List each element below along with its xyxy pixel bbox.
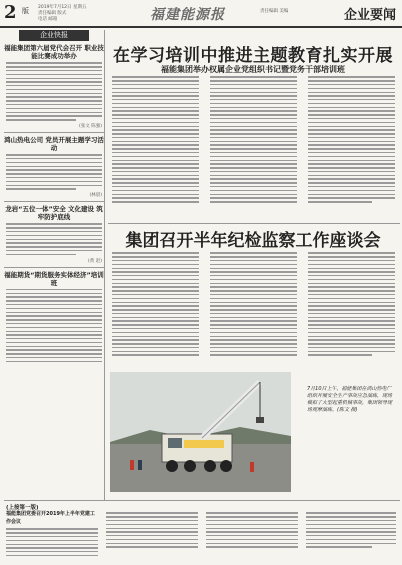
article-body-2 — [110, 250, 398, 370]
masthead: 福建能源报 — [150, 7, 225, 23]
crane-photo-illustration — [110, 372, 291, 492]
bottom-continued-tag: (上接第一版) — [6, 505, 39, 511]
page-header — [0, 0, 402, 28]
section-divider — [108, 223, 400, 224]
meta-line: 责任编辑 版式 — [38, 11, 67, 16]
page-number: 2 — [4, 2, 17, 23]
article-column — [208, 74, 299, 222]
sidebar-source: (林晨) — [89, 193, 102, 199]
article-column — [110, 250, 201, 370]
headline-subtitle: 福能集团举办权属企业党组织书记暨党务干部培训班 — [161, 65, 345, 74]
news-photo-crane — [110, 372, 291, 492]
bottom-column — [204, 510, 300, 562]
bottom-article — [4, 500, 400, 563]
article-column — [110, 74, 201, 222]
header-meta — [38, 5, 86, 23]
meta-line: 2019年7月12日 星期五 — [38, 5, 87, 10]
sidebar-headline: 福能期货“期货服务实体经济”培训班 — [4, 270, 104, 287]
photo-caption-box — [295, 372, 398, 492]
right-meta: 责任编辑 美编 — [260, 9, 289, 14]
article-column — [306, 250, 397, 370]
bottom-column — [304, 510, 398, 562]
sidebar-tag: 企业快报 — [19, 30, 89, 41]
article-body-1 — [110, 74, 398, 222]
article-column — [208, 250, 299, 370]
headline-secondary: 集团召开半年纪检监察工作座谈会 — [125, 231, 381, 251]
bottom-headline: 福能集团党委召开2019年上半年党建工作会议 — [6, 511, 95, 525]
bottom-column — [104, 510, 200, 562]
meta-line: 电话 邮箱 — [38, 17, 58, 22]
sidebar-headline: 龙岩“五位一体”安全 文化建设 筑牢防护底线 — [5, 205, 103, 222]
left-sidebar — [4, 30, 105, 500]
sidebar-headline: 福能集团第六届党代会召开 职业技能比赛成功举办 — [4, 44, 104, 60]
page-badge: 版 — [22, 7, 29, 15]
sidebar-source: (张文 陈强) — [79, 123, 102, 129]
section-title: 企业要闻 — [343, 8, 396, 23]
article-column — [306, 74, 397, 222]
sidebar-source: (黄 赵) — [88, 258, 102, 264]
bottom-column — [4, 510, 100, 562]
photo-caption: 7月10日上午，福能集团在鸿山热电厂组织开展安全生产事故应急演练，现场模拟了大型起重机械事故，集团领导现场观摩演练。(陈文 摄) — [307, 386, 393, 413]
headline-primary: 在学习培训中推进主题教育扎实开展 — [113, 46, 393, 66]
sidebar-headline: 鸿山热电公司 党员开展主题学习活动 — [4, 135, 104, 152]
